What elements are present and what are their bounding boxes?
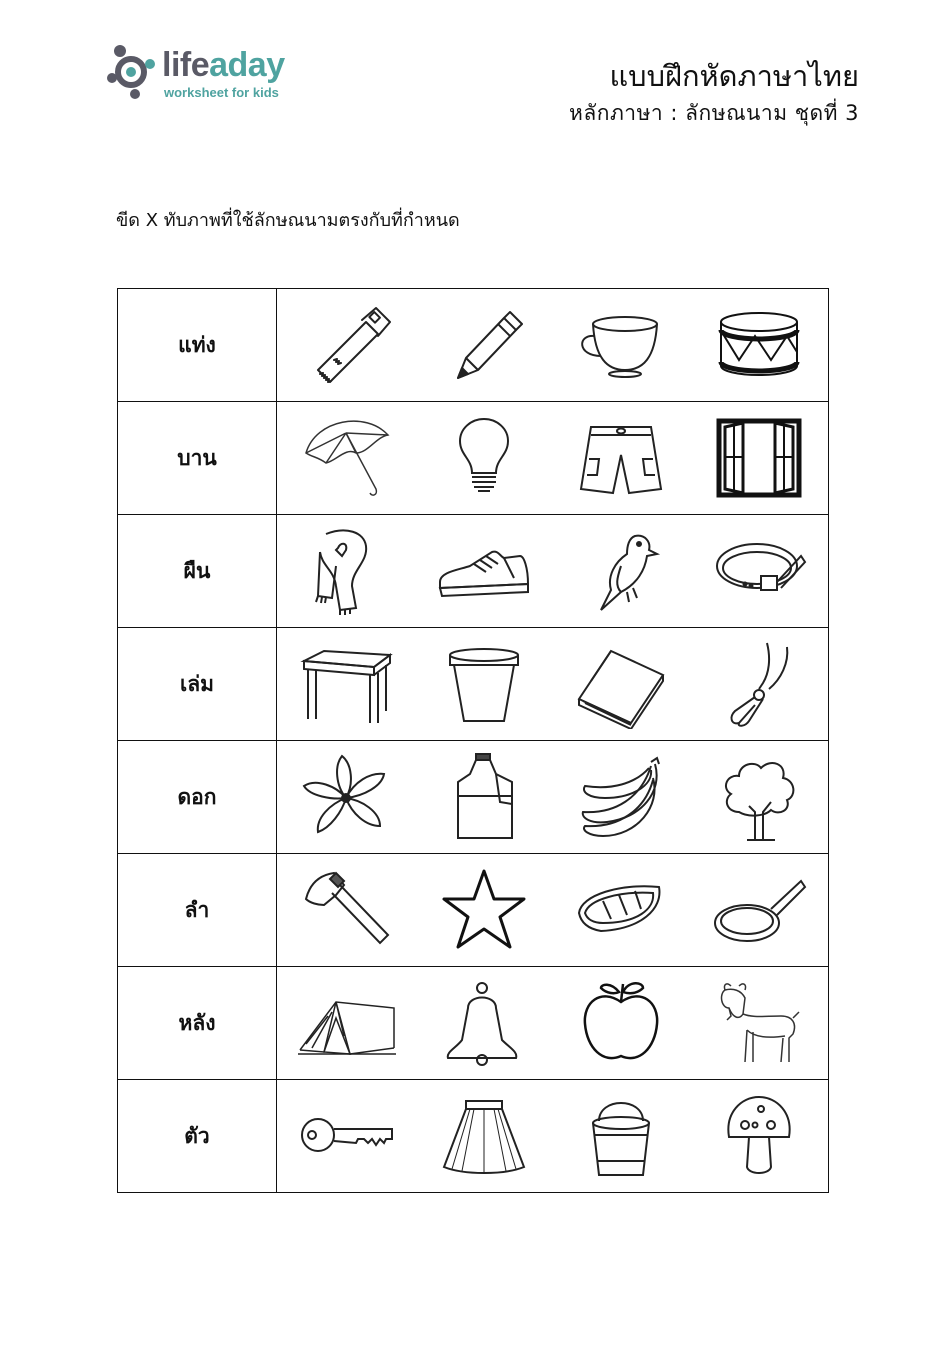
belt-icon[interactable] [707,526,811,616]
logo-mark-icon [106,44,158,100]
apple-icon[interactable] [569,978,673,1068]
boat-icon[interactable] [569,865,673,955]
saw-icon[interactable] [294,300,398,390]
picture-cell [277,628,829,741]
logo-wordmark: lifeaday [162,46,285,84]
pencil-icon[interactable] [432,300,536,390]
cup-icon[interactable] [569,300,673,390]
logo-tagline: worksheet for kids [164,85,279,100]
goat-icon[interactable] [707,978,811,1068]
picture-cell [277,1080,829,1193]
table-icon[interactable] [294,639,398,729]
scarf-icon[interactable] [294,526,398,616]
key-icon[interactable] [294,1091,398,1181]
bucket-icon[interactable] [569,1091,673,1181]
table-row [118,854,829,967]
mushroom-icon[interactable] [707,1091,811,1181]
star-icon[interactable] [432,865,536,955]
bird-icon[interactable] [569,526,673,616]
table-row [118,628,829,741]
window-icon[interactable] [707,413,811,503]
page-subtitle: หลักภาษา : ลักษณนาม ชุดที่ 3 [569,101,859,125]
tent-icon[interactable] [294,978,398,1068]
picture-cell [277,289,829,402]
classifier-word: หลัง [118,967,277,1080]
picture-cell [277,967,829,1080]
umbrella-icon[interactable] [294,413,398,503]
sneaker-icon[interactable] [432,526,536,616]
flowerpot-icon[interactable] [432,639,536,729]
classifier-word: บาน [118,402,277,515]
bananas-icon[interactable] [569,752,673,842]
picture-cell [277,854,829,967]
axe-icon[interactable] [294,865,398,955]
lightbulb-icon[interactable] [432,413,536,503]
table-row [118,402,829,515]
classifier-word: ลำ [118,854,277,967]
classifier-word: เล่ม [118,628,277,741]
table-row [118,515,829,628]
pliers-icon[interactable] [707,639,811,729]
classifier-word: แท่ง [118,289,277,402]
classifier-word: ผืน [118,515,277,628]
worksheet-table [117,288,829,1193]
milk-jug-icon[interactable] [432,752,536,842]
skirt-icon[interactable] [432,1091,536,1181]
picture-cell [277,741,829,854]
flower-icon[interactable] [294,752,398,842]
bell-icon[interactable] [432,978,536,1068]
picture-cell [277,402,829,515]
book-icon[interactable] [569,639,673,729]
table-row [118,289,829,402]
drum-icon[interactable] [707,300,811,390]
tree-icon[interactable] [707,752,811,842]
shorts-icon[interactable] [569,413,673,503]
page-title: แบบฝึกหัดภาษาไทย [609,59,859,93]
table-row [118,1080,829,1193]
logo [106,44,326,104]
instruction-text: ขีด X ทับภาพที่ใช้ลักษณนามตรงกับที่กำหนด [116,210,460,231]
classifier-word: ดอก [118,741,277,854]
table-row [118,967,829,1080]
table-row [118,741,829,854]
frying-pan-icon[interactable] [707,865,811,955]
picture-cell [277,515,829,628]
classifier-word: ตัว [118,1080,277,1193]
